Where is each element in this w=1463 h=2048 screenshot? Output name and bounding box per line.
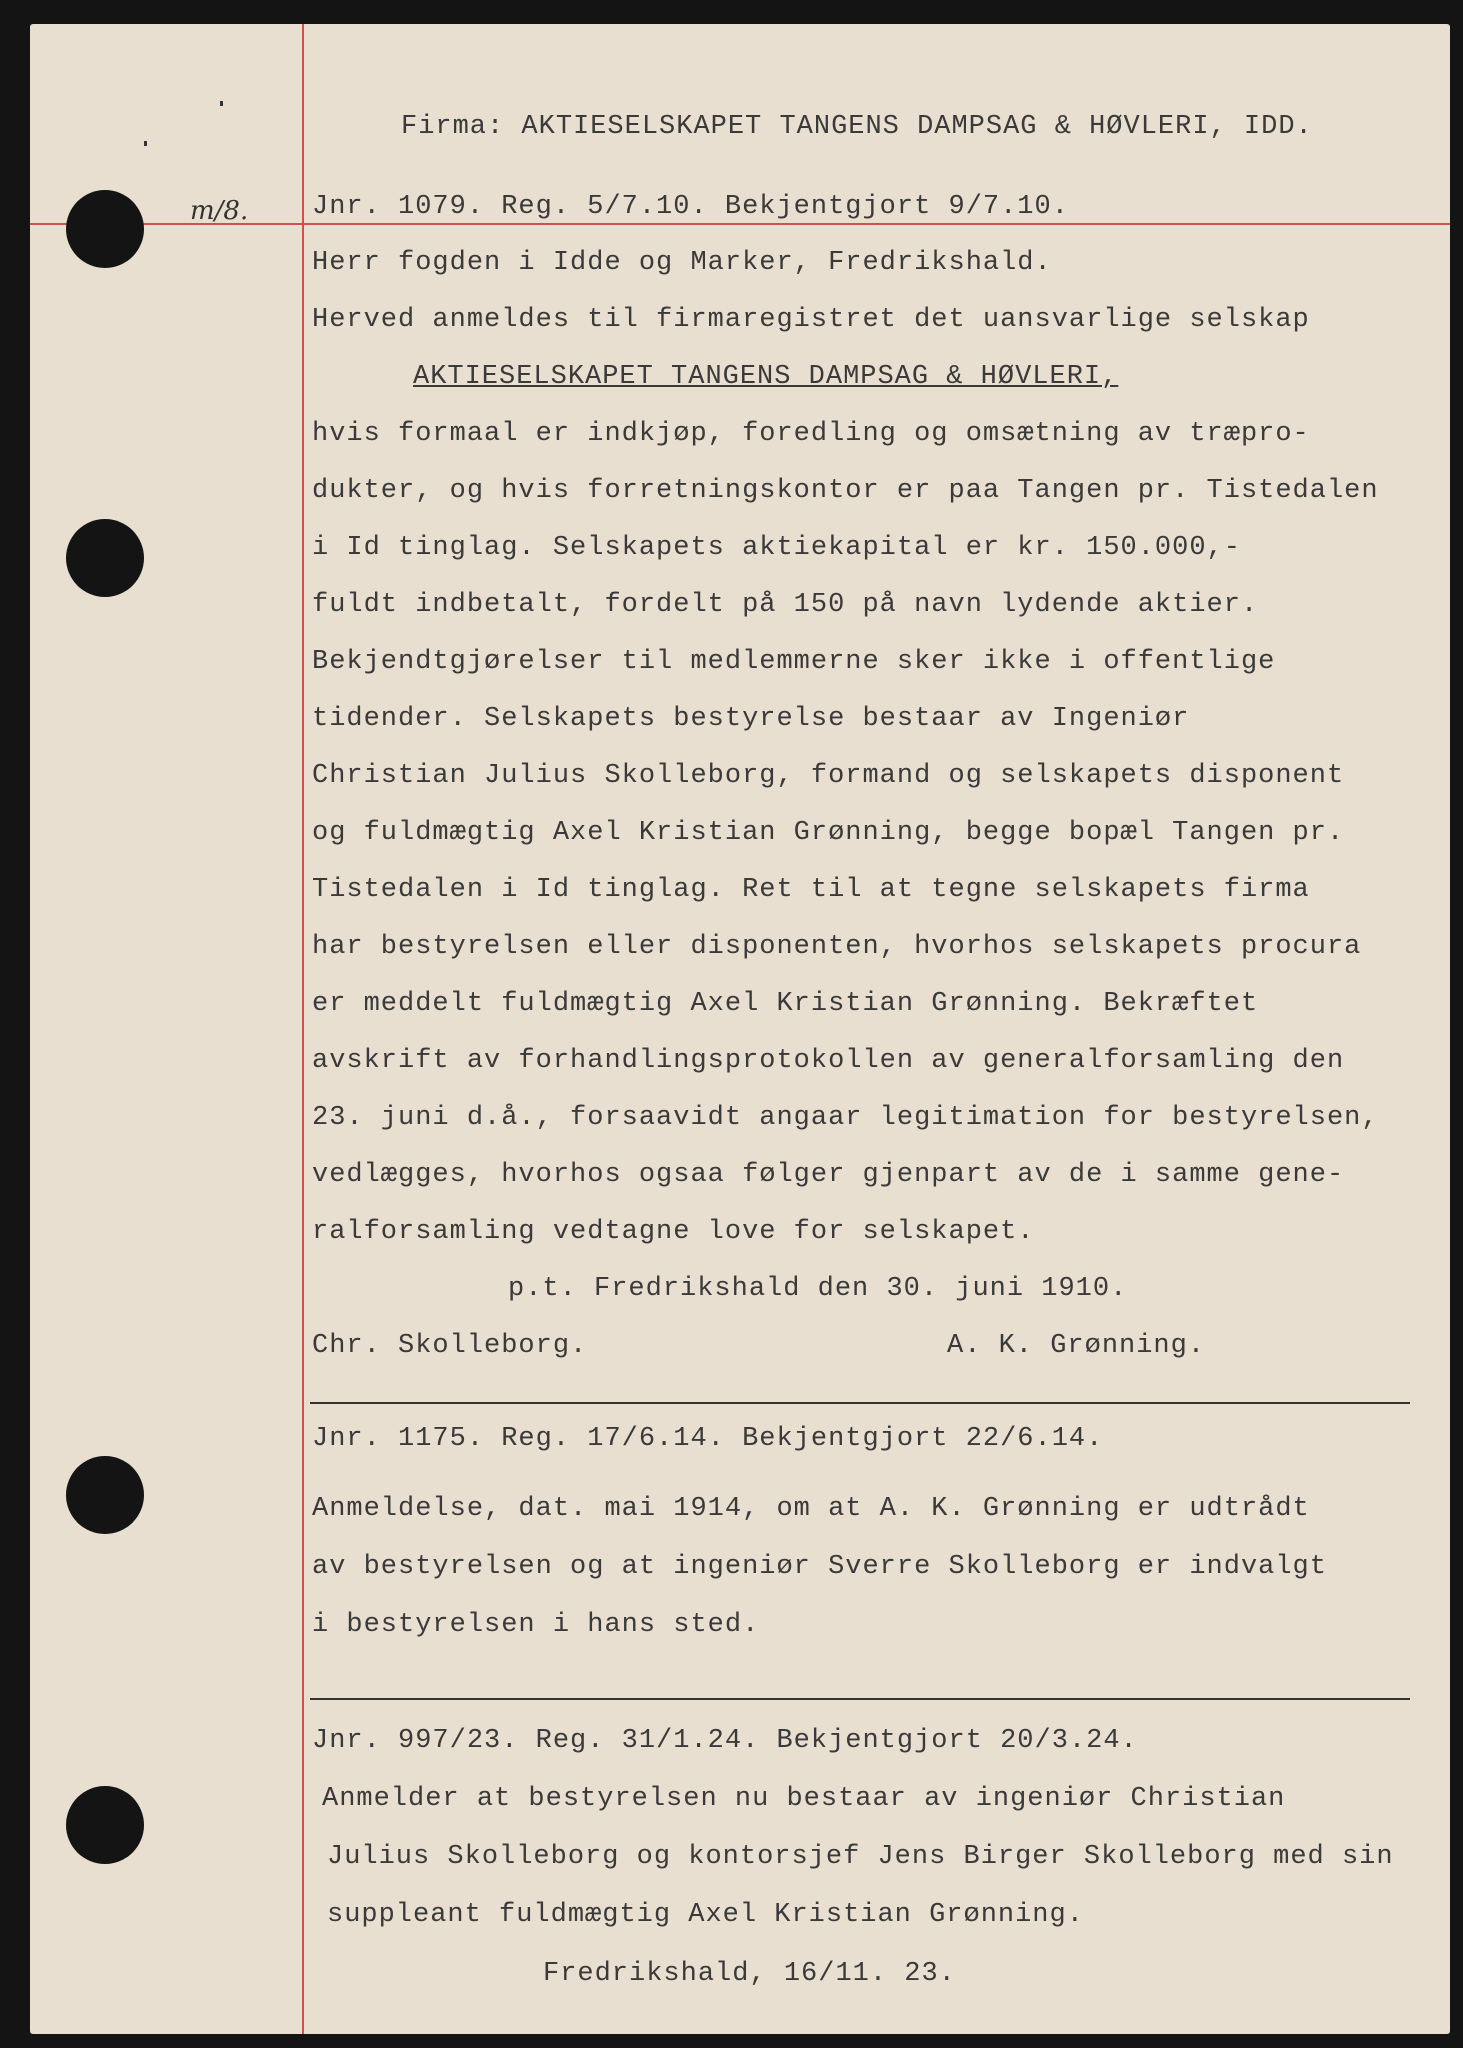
punch-hole bbox=[66, 190, 144, 268]
entry2-ref: Jnr. 1175. Reg. 17/6.14. Bekjentgjort 22/6.14. bbox=[312, 1424, 1104, 1454]
entry1-line: hvis formaal er indkjøp, foredling og omsætning av træpro- bbox=[312, 419, 1310, 449]
entry3-line: Anmelder at bestyrelsen nu bestaar av ingeniør Christian bbox=[322, 1784, 1286, 1814]
entry3-place-date: Fredrikshald, 16/11. 23. bbox=[543, 1959, 956, 1989]
punch-hole bbox=[66, 1786, 144, 1864]
entry1-line: Bekjendtgjørelser til medlemmerne sker ikke i offentlige bbox=[312, 647, 1276, 677]
entry1-place-date: p.t. Fredrikshald den 30. juni 1910. bbox=[508, 1274, 1128, 1304]
entry1-ref: Jnr. 1079. Reg. 5/7.10. Bekjentgjort 9/7.10. bbox=[312, 192, 1069, 222]
punch-hole bbox=[66, 1456, 144, 1534]
entry3-line: suppleant fuldmægtig Axel Kristian Grønning. bbox=[327, 1900, 1084, 1930]
divider bbox=[310, 1698, 1410, 1700]
margin-note: m/8. bbox=[190, 196, 249, 226]
entry2-line: i bestyrelsen i hans sted. bbox=[312, 1610, 760, 1640]
entry1-line: og fuldmægtig Axel Kristian Grønning, begge bopæl Tangen pr. bbox=[312, 818, 1345, 848]
entry1-line: ralforsamling vedtagne love for selskapet. bbox=[312, 1217, 1035, 1247]
entry1-line: Tistedalen i Id tinglag. Ret til at tegne selskapets firma bbox=[312, 875, 1310, 905]
entry1-line: tidender. Selskapets bestyrelse bestaar av Ingeniør bbox=[312, 704, 1190, 734]
entry1-line: fuldt indbetalt, fordelt på 150 på navn lydende aktier. bbox=[312, 590, 1259, 620]
margin-line-vertical bbox=[302, 24, 304, 2034]
signature-right: A. K. Grønning. bbox=[947, 1331, 1206, 1361]
firm-title: Firma: AKTIESELSKAPET TANGENS DAMPSAG & HØVLERI, IDD. bbox=[401, 112, 1313, 142]
entry1-line: Christian Julius Skolleborg, formand og selskapets disponent bbox=[312, 761, 1345, 791]
entry1-line: har bestyrelsen eller disponenten, hvorhos selskapets procura bbox=[312, 932, 1362, 962]
entry1-line: vedlægges, hvorhos ogsaa følger gjenpart av de i samme gene- bbox=[312, 1160, 1345, 1190]
entry1-line: dukter, og hvis forretningskontor er paa Tangen pr. Tistedalen bbox=[312, 476, 1379, 506]
punch-hole bbox=[66, 519, 144, 597]
pencil-mark bbox=[144, 141, 147, 146]
entry1-line: i Id tinglag. Selskapets aktiekapital er kr. 150.000,- bbox=[312, 533, 1241, 563]
entry1-line: avskrift av forhandlingsprotokollen av generalforsamling den bbox=[312, 1046, 1345, 1076]
entry2-line: Anmeldelse, dat. mai 1914, om at A. K. Grønning er udtrådt bbox=[312, 1494, 1310, 1524]
register-card bbox=[30, 24, 1450, 2034]
entry1-firm-name: AKTIESELSKAPET TANGENS DAMPSAG & HØVLERI, bbox=[413, 362, 1119, 392]
signature-left: Chr. Skolleborg. bbox=[312, 1331, 588, 1361]
entry1-line: Herved anmeldes til firmaregistret det uansvarlige selskap bbox=[312, 305, 1310, 335]
entry1-line: er meddelt fuldmægtig Axel Kristian Grønning. Bekræftet bbox=[312, 989, 1259, 1019]
entry2-line: av bestyrelsen og at ingeniør Sverre Skolleborg er indvalgt bbox=[312, 1552, 1327, 1582]
entry3-line: Julius Skolleborg og kontorsjef Jens Birger Skolleborg med sin bbox=[327, 1842, 1394, 1872]
divider bbox=[310, 1402, 1410, 1404]
entry3-ref: Jnr. 997/23. Reg. 31/1.24. Bekjentgjort 20/3.24. bbox=[312, 1726, 1138, 1756]
entry1-line: 23. juni d.å., forsaavidt angaar legitimation for bestyrelsen, bbox=[312, 1103, 1379, 1133]
pencil-mark bbox=[220, 101, 223, 106]
entry1-line: Herr fogden i Idde og Marker, Fredrikshald. bbox=[312, 248, 1052, 278]
